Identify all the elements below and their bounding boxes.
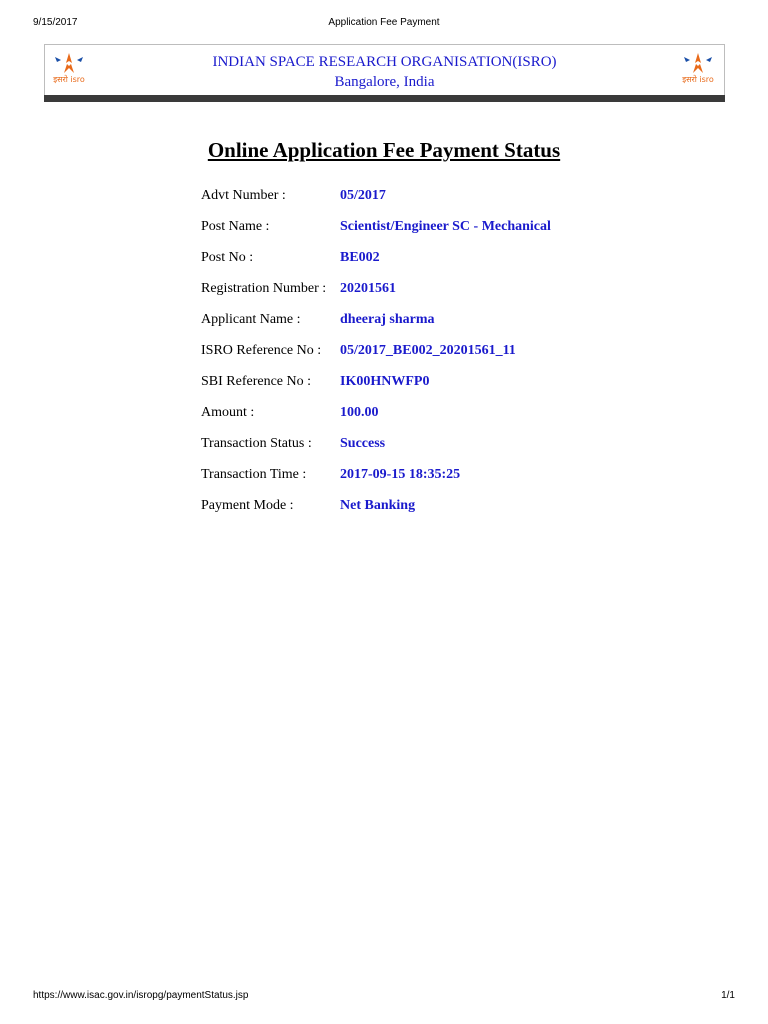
detail-label: Post Name :: [201, 219, 270, 234]
detail-row: [201, 465, 621, 496]
detail-label: Transaction Status :: [201, 436, 312, 451]
detail-value: 20201561: [340, 281, 396, 296]
print-url: https://www.isac.gov.in/isropg/paymentStatus.jsp: [33, 990, 249, 1001]
print-page-count: 1/1: [721, 990, 735, 1001]
detail-row: [201, 341, 621, 372]
detail-row: [201, 279, 621, 310]
isro-logo-icon: [676, 51, 720, 91]
isro-banner: [44, 44, 725, 96]
detail-value: Scientist/Engineer SC - Mechanical: [340, 219, 551, 234]
detail-value: Success: [340, 436, 386, 451]
isro-logo-text: इसरो isro: [682, 75, 714, 84]
organisation-name: INDIAN SPACE RESEARCH ORGANISATION(ISRO): [212, 54, 557, 70]
print-footer: [0, 990, 768, 1004]
detail-value: 2017-09-15 18:35:25: [340, 467, 461, 482]
detail-row: [201, 496, 621, 527]
print-date: 9/15/2017: [33, 17, 78, 28]
detail-label: SBI Reference No :: [201, 374, 312, 389]
detail-row: [201, 310, 621, 341]
detail-value: 05/2017_BE002_20201561_11: [340, 343, 516, 358]
print-page-title: Application Fee Payment: [328, 17, 440, 28]
detail-label: Amount :: [201, 405, 255, 420]
detail-label: Advt Number :: [201, 188, 286, 203]
detail-label: Registration Number :: [201, 281, 327, 296]
isro-logo-text: इसरो isro: [53, 75, 85, 84]
detail-row: [201, 403, 621, 434]
detail-value: 05/2017: [340, 188, 386, 203]
detail-row: [201, 372, 621, 403]
organisation-location: Bangalore, India: [334, 74, 435, 90]
page-title: Online Application Fee Payment Status: [207, 138, 561, 162]
detail-label: Applicant Name :: [201, 312, 301, 327]
print-header: [0, 17, 768, 31]
detail-value: Net Banking: [340, 498, 416, 513]
detail-value: IK00HNWFP0: [340, 374, 430, 389]
banner-divider: [44, 95, 725, 102]
detail-label: Post No :: [201, 250, 254, 265]
detail-row: [201, 186, 621, 217]
detail-row: [201, 217, 621, 248]
detail-label: Transaction Time :: [201, 467, 307, 482]
detail-value: BE002: [340, 250, 380, 265]
detail-label: Payment Mode :: [201, 498, 294, 513]
detail-value: 100.00: [340, 405, 379, 420]
payment-details: [201, 186, 621, 527]
detail-value: dheeraj sharma: [340, 312, 435, 327]
detail-row: [201, 248, 621, 279]
detail-label: ISRO Reference No :: [201, 343, 322, 358]
detail-row: [201, 434, 621, 465]
